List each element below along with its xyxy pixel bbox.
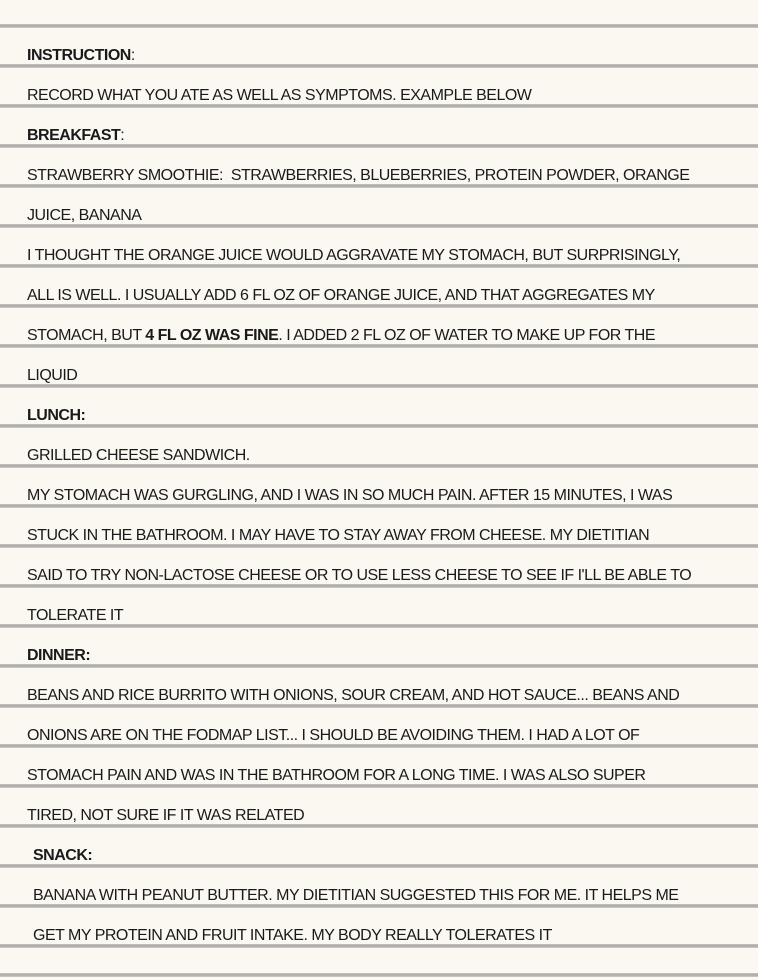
section-title-text: BREAKFAST: [27, 127, 121, 144]
line-text: I THOUGHT THE ORANGE JUICE WOULD AGGRAVATE MY STOMACH, BUT SURPRISINGLY,: [27, 247, 681, 264]
line-text: GET MY PROTEIN AND FRUIT INTAKE. MY BODY REALLY TOLERATES IT: [33, 927, 552, 944]
section-title-text: SNACK:: [33, 847, 93, 864]
line-text: STOMACH, BUT: [27, 327, 146, 344]
breakfast-text-row-emphasis: [0, 308, 758, 348]
lunch-text-row: [0, 468, 758, 508]
dinner-text-row: [0, 668, 758, 708]
line-text: TOLERATE IT: [27, 607, 124, 624]
line-text: STRAWBERRY SMOOTHIE: STRAWBERRIES, BLUEBERRIES, PROTEIN POWDER, ORANGE: [27, 167, 690, 184]
lunch-text-row: [0, 428, 758, 468]
dinner-text-row: [0, 708, 758, 748]
line-text: STOMACH PAIN AND WAS IN THE BATHROOM FOR A LONG TIME. I WAS ALSO SUPER: [27, 767, 646, 784]
section-title-text: DINNER:: [27, 647, 91, 664]
line-text: TIRED, NOT SURE IF IT WAS RELATED: [27, 807, 305, 824]
lunch-text-row: [0, 508, 758, 548]
ruled-row-blank-top: [0, 0, 758, 28]
breakfast-text-row: [0, 188, 758, 228]
line-text-bold: 4 FL OZ WAS FINE: [145, 327, 279, 344]
snack-text-row: [0, 868, 758, 908]
breakfast-text-row: [0, 148, 758, 188]
breakfast-text-row: [0, 268, 758, 308]
section-header-instruction: [0, 28, 758, 68]
section-header-dinner: [0, 628, 758, 668]
line-text: GRILLED CHEESE SANDWICH.: [27, 447, 250, 464]
instruction-text-row: [0, 68, 758, 108]
line-text: JUICE, BANANA: [27, 207, 142, 224]
line-text: ONIONS ARE ON THE FODMAP LIST... I SHOULD BE AVOIDING THEM. I HAD A LOT OF: [27, 727, 640, 744]
line-text: RECORD WHAT YOU ATE AS WELL AS SYMPTOMS. EXAMPLE BELOW: [27, 87, 532, 104]
lunch-text-row: [0, 548, 758, 588]
line-text: ALL IS WELL. I USUALLY ADD 6 FL OZ OF ORANGE JUICE, AND THAT AGGREGATES MY: [27, 287, 655, 304]
line-text: LIQUID: [27, 367, 78, 384]
line-text: BEANS AND RICE BURRITO WITH ONIONS, SOUR CREAM, AND HOT SAUCE... BEANS AND: [27, 687, 680, 704]
line-text: MY STOMACH WAS GURGLING, AND I WAS IN SO MUCH PAIN. AFTER 15 MINUTES, I WAS: [27, 487, 673, 504]
ruled-row-blank-bottom: [0, 948, 758, 977]
line-text: . I ADDED 2 FL OZ OF WATER TO MAKE UP FOR THE: [278, 327, 655, 344]
lunch-text-row: [0, 588, 758, 628]
line-text: BANANA WITH PEANUT BUTTER. MY DIETITIAN SUGGESTED THIS FOR ME. IT HELPS ME: [33, 887, 679, 904]
line-text: STUCK IN THE BATHROOM. I MAY HAVE TO STAY AWAY FROM CHEESE. MY DIETITIAN: [27, 527, 650, 544]
dinner-text-row: [0, 748, 758, 788]
section-header-breakfast: [0, 108, 758, 148]
snack-text-row: [0, 908, 758, 948]
breakfast-text-row: [0, 348, 758, 388]
section-header-lunch: [0, 388, 758, 428]
section-title-text: INSTRUCTION: [27, 47, 131, 64]
section-title-colon: :: [130, 47, 135, 64]
section-title-text: LUNCH:: [27, 407, 86, 424]
dinner-text-row: [0, 788, 758, 828]
breakfast-text-row: [0, 228, 758, 268]
section-title-colon: :: [120, 127, 125, 144]
section-header-snack: [0, 828, 758, 868]
line-text: SAID TO TRY NON-LACTOSE CHEESE OR TO USE LESS CHEESE TO SEE IF I'LL BE ABLE TO: [27, 567, 692, 584]
